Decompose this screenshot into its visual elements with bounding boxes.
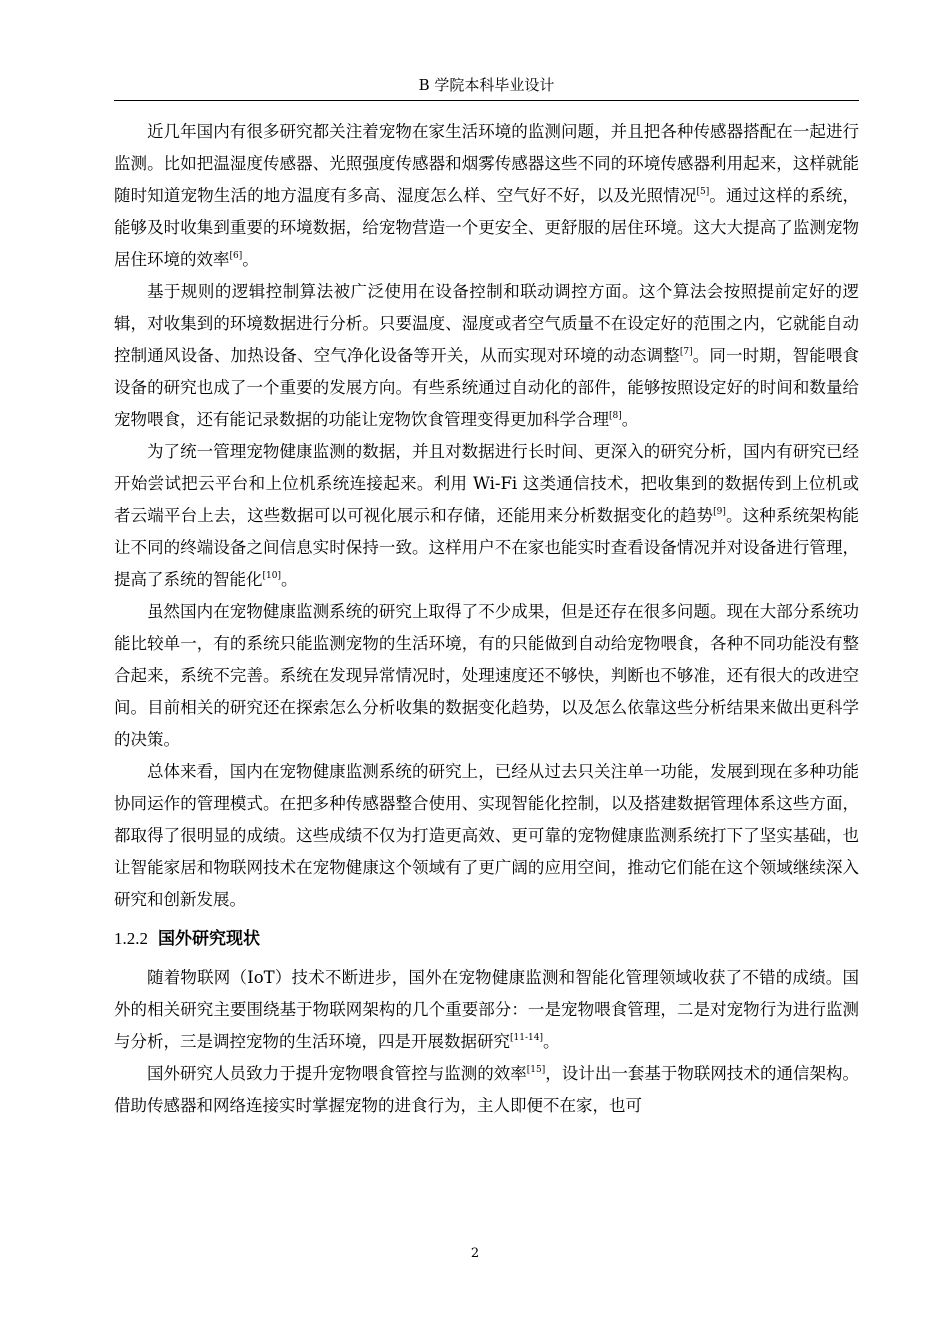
- section-number: 1.2.2: [114, 929, 148, 948]
- paragraph-text: 。: [621, 410, 639, 429]
- paragraph: [114, 1058, 859, 1122]
- paragraph: [114, 116, 859, 276]
- section-heading: [114, 924, 859, 954]
- header-divider: [114, 100, 859, 101]
- paragraph-text: 为了统一管理宠物健康监测的数据，并且对数据进行长时间、更深入的研究分析，国内有研究已经开始尝试把云平台和上位机系统连接起来。利用 Wi-Fi 这类通信技术，把收集到的数据传到上位机或者云端平台上去，这些数据可以可视化展示和存储，还能用来分析数据变化的趋势: [114, 442, 859, 525]
- citation: [6]: [229, 251, 243, 261]
- citation: [8]: [609, 411, 622, 421]
- paragraph-text: 。通过这样的系统，能够及时收集到重要的环境数据，给宠物营造一个更安全、更舒服的居住环境。这大大提高了监测宠物居住环境的效率: [114, 186, 860, 269]
- citation: [11-14]: [510, 1033, 543, 1043]
- paragraph: [114, 962, 859, 1058]
- citation: [9]: [713, 507, 726, 517]
- citation: [15]: [526, 1065, 546, 1075]
- paragraph-text: ，设计出一套基于物联网技术的通信架构。借助传感器和网络连接实时掌握宠物的进食行为，主人即便不在家，也可: [114, 1064, 860, 1115]
- paragraph: [114, 596, 859, 756]
- citation: [5]: [696, 187, 710, 197]
- document-body: [114, 116, 859, 1122]
- paragraph-text: 基于规则的逻辑控制算法被广泛使用在设备控制和联动调控方面。这个算法会按照提前定好的逻辑，对收集到的环境数据进行分析。只要温度、湿度或者空气质量不在设定好的范围之内，它就能自动控制通风设备、加热设备、空气净化设备等开关，从而实现对环境的动态调整: [114, 282, 859, 365]
- paragraph: [114, 756, 859, 916]
- paragraph: [114, 436, 859, 596]
- paragraph-text: 。: [242, 250, 259, 269]
- page-header: B 学院本科毕业设计: [418, 76, 555, 94]
- paragraph-text: 。: [542, 1032, 560, 1051]
- paragraph-group-foreign: [114, 962, 859, 1122]
- paragraph-text: 。同一时期，智能喂食设备的研究也成了一个重要的发展方向。有些系统通过自动化的部件，能够按照设定好的时间和数量给宠物喂食，还有能记录数据的功能让宠物饮食管理变得更加科学合理: [114, 346, 860, 429]
- paragraph: [114, 276, 859, 436]
- citation: [7]: [679, 347, 693, 357]
- paragraph-text: 近几年国内有很多研究都关注着宠物在家生活环境的监测问题，并且把各种传感器搭配在一起进行监测。比如把温湿度传感器、光照强度传感器和烟雾传感器这些不同的环境传感器利用起来，这样就能随时知道宠物生活的地方温度有多高、湿度怎么样、空气好不好，以及光照情况: [114, 122, 859, 205]
- paragraph-text: 随着物联网（IoT）技术不断进步，国外在宠物健康监测和智能化管理领域收获了不错的成绩。国外的相关研究主要围绕基于物联网架构的几个重要部分：一是宠物喂食管理，二是对宠物行为进行监测与分析，三是调控宠物的生活环境，四是开展数据研究: [114, 968, 859, 1051]
- paragraph-text: 。这种系统架构能让不同的终端设备之间信息实时保持一致。这样用户不在家也能实时查看设备情况并对设备进行管理，提高了系统的智能化: [114, 506, 860, 589]
- citation: [10]: [262, 571, 281, 581]
- paragraph-text: 总体来看，国内在宠物健康监测系统的研究上，已经从过去只关注单一功能，发展到现在多种功能协同运作的管理模式。在把多种传感器整合使用、实现智能化控制，以及搭建数据管理体系这些方面，都取得了很明显的成绩。这些成绩不仅为打造更高效、更可靠的宠物健康监测系统打下了坚实基础，也让智能家居和物联网技术在宠物健康这个领域有了更广阔的应用空间，推动它们能在这个领域继续深入研究和创新发展。: [114, 762, 859, 909]
- paragraph-text: 国外研究人员致力于提升宠物喂食管控与监测的效率: [147, 1064, 527, 1083]
- paragraph-text: 虽然国内在宠物健康监测系统的研究上取得了不少成果，但是还存在很多问题。现在大部分系统功能比较单一，有的系统只能监测宠物的生活环境，有的只能做到自动给宠物喂食，各种不同功能没有整合起来，系统不完善。系统在发现异常情况时，处理速度还不够快，判断也不够准，还有很大的改进空间。目前相关的研究还在探索怎么分析收集的数据变化趋势，以及怎么依靠这些分析结果来做出更科学的决策。: [114, 602, 859, 749]
- page-number: 2: [470, 1246, 480, 1261]
- paragraph-group-domestic: [114, 116, 859, 916]
- section-title: 国外研究现状: [158, 929, 260, 949]
- paragraph-text: 。: [280, 570, 298, 589]
